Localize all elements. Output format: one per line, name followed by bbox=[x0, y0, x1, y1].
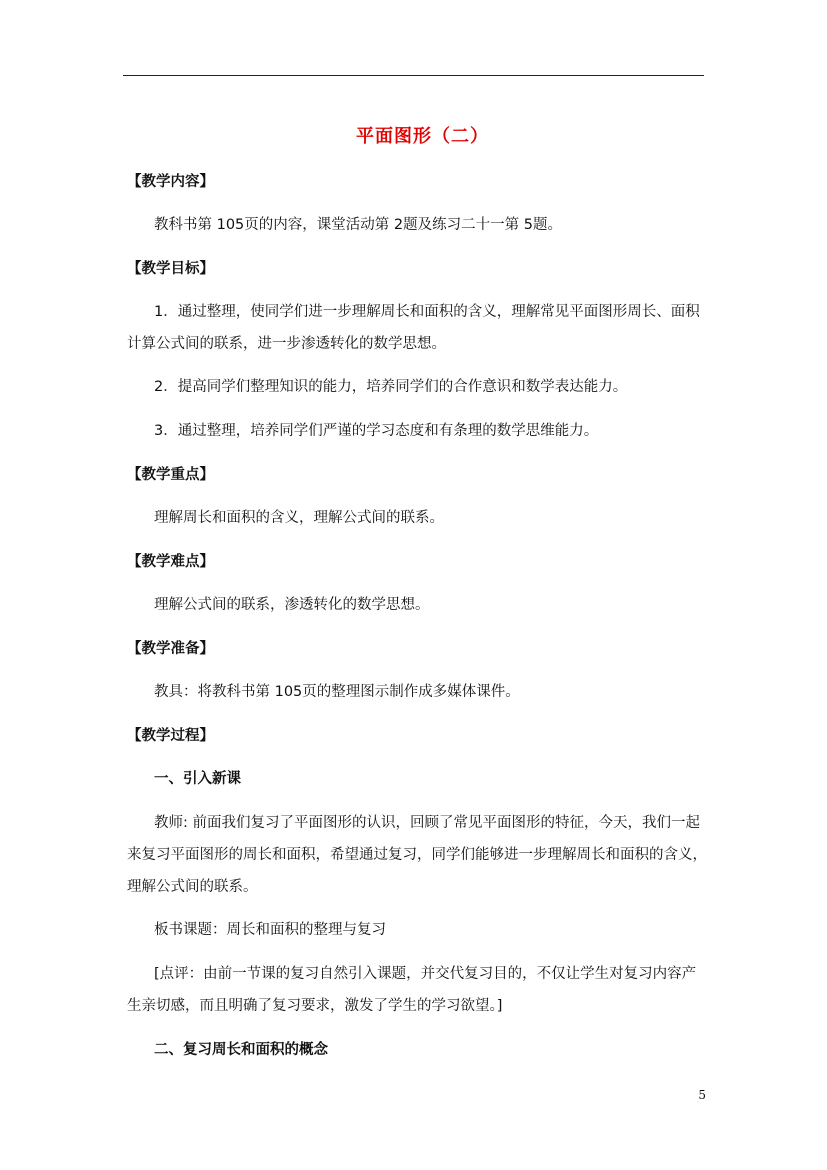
teaching-content-text: 教科书第 105页的内容，课堂活动第 2题及练习二十一第 5题。 bbox=[154, 217, 562, 233]
step-1-paragraph-line-3: 理解公式间的联系。 bbox=[127, 879, 258, 895]
key-point-text: 理解周长和面积的含义，理解公式间的联系。 bbox=[154, 510, 444, 526]
header-rule bbox=[123, 75, 704, 76]
process-heading: 【教学过程】 bbox=[127, 728, 214, 744]
step-1-heading: 一、引入新课 bbox=[154, 771, 241, 787]
board-title-text: 板书课题：周长和面积的整理与复习 bbox=[154, 922, 386, 938]
preparation-heading: 【教学准备】 bbox=[127, 641, 214, 657]
key-point-heading: 【教学重点】 bbox=[127, 467, 214, 483]
goal-3: 3．通过整理，培养同学们严谨的学习态度和有条理的数学思维能力。 bbox=[154, 423, 599, 439]
comment-line-2: 生亲切感，而且明确了复习要求，激发了学生的学习欲望。] bbox=[127, 998, 503, 1014]
comment-line-1: [点评：由前一节课的复习自然引入课题，并交代复习目的，不仅让学生对复习内容产 bbox=[154, 966, 697, 982]
step-1-paragraph-line-1: 教师: 前面我们复习了平面图形的认识，回顾了常见平面图形的特征，今天，我们一起 bbox=[154, 815, 700, 831]
difficulty-text: 理解公式间的联系，渗透转化的数学思想。 bbox=[154, 597, 430, 613]
page-number: 5 bbox=[698, 1088, 706, 1102]
goal-1-line-2: 计算公式间的联系，进一步渗透转化的数学思想。 bbox=[127, 336, 446, 352]
goal-1-line-1: 1．通过整理，使同学们进一步理解周长和面积的含义，理解常见平面图形周长、面积 bbox=[154, 304, 700, 320]
step-1-paragraph-line-2: 来复习平面图形的周长和面积，希望通过复习，同学们能够进一步理解周长和面积的含义， bbox=[127, 847, 707, 863]
teaching-goals-heading: 【教学目标】 bbox=[127, 261, 214, 277]
page-title: 平面图形（二） bbox=[356, 126, 489, 147]
teaching-content-heading: 【教学内容】 bbox=[127, 174, 214, 190]
difficulty-heading: 【教学难点】 bbox=[127, 554, 214, 570]
preparation-text: 教具：将教科书第 105页的整理图示制作成多媒体课件。 bbox=[154, 684, 520, 700]
step-2-heading: 二、复习周长和面积的概念 bbox=[154, 1042, 328, 1058]
goal-2: 2．提高同学们整理知识的能力，培养同学们的合作意识和数学表达能力。 bbox=[154, 379, 628, 395]
